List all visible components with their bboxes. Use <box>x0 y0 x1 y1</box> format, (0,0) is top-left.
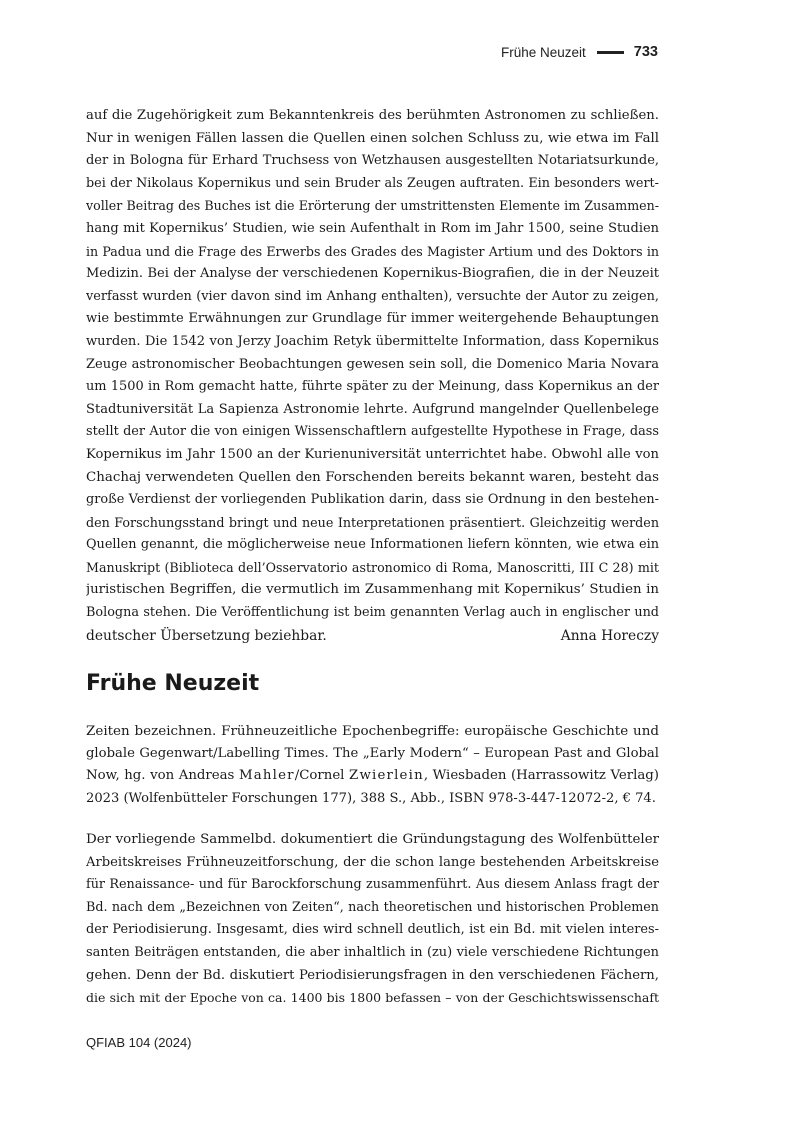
citation-line: globale Gegenwart/Labelling Times. The „Early Modern“ – European Past and Global <box>86 745 659 761</box>
text-line-last <box>86 625 659 648</box>
text-line: Quellen genannt, die möglicherweise neue Informationen liefern könnten, wie etwa ein <box>86 537 659 553</box>
book-citation <box>86 720 659 810</box>
text-line: wurden. Die 1542 von Jerzy Joachim Retyk übermittelte Information, dass Kopernikus <box>86 333 659 349</box>
citation-text: , Wiesbaden (Harrassowitz Verlag) <box>423 768 659 784</box>
text-line: gehen. Denn der Bd. diskutiert Periodisierungsfragen in den verschiedenen Fächern, <box>86 967 659 983</box>
text-line: voller Beitrag des Buches ist die Erörterung der umstrittensten Elemente im Zusammen- <box>86 198 659 214</box>
text-line: der Periodisierung. Insgesamt, dies wird schnell deutlich, ist ein Bd. mit vielen interes- <box>86 922 659 938</box>
editor-name: Mahler <box>238 768 295 784</box>
text-line: die sich mit der Epoche von ca. 1400 bis 1800 befassen – von der Geschichtswissenschaft <box>86 990 659 1006</box>
text-line: Medizin. Bei der Analyse der verschiedenen Kopernikus-Biografien, die in der Neuzeit <box>86 266 659 282</box>
text-line: juristischen Begriffen, die vermutlich im Zusammenhang mit Kopernikus’ Studien in <box>86 582 659 598</box>
text-line: Kopernikus im Jahr 1500 an der Kurienuniversität unterrichtet habe. Obwohl alle von <box>86 446 659 462</box>
text-line: Chachaj verwendeten Quellen den Forschenden bereits bekannt waren, besteht das <box>86 469 659 485</box>
citation-line: Zeiten bezeichnen. Frühneuzeitliche Epochenbegriffe: europäische Geschichte und <box>86 723 659 739</box>
text-line: Manuskript (Biblioteca dell’Osservatorio astronomico di Roma, Manoscritti, III C 28) mit <box>86 559 659 575</box>
text-line: Bologna stehen. Die Veröffentlichung ist beim genannten Verlag auch in englischer und <box>86 605 659 621</box>
review-text-2 <box>86 829 659 1010</box>
citation-line: 2023 (Wolfenbütteler Forschungen 177), 388 S., Abb., ISBN 978-3-447-12072-2, € 74. <box>86 790 656 806</box>
text-line: große Verdienst der vorliegenden Publikation darin, dass sie Ordnung in den bestehen- <box>86 492 659 508</box>
text-line: Arbeitskreises Frühneuzeitforschung, der die schon lange bestehenden Arbeitskreise <box>86 854 659 870</box>
text-line: der in Bologna für Erhard Truchsess von Wetzhausen ausgestellten Notariatsurkunde, <box>86 153 659 169</box>
text-line: auf die Zugehörigkeit zum Bekanntenkreis des berühmten Astronomen zu schließen. <box>86 108 659 123</box>
citation-text: /Cornel <box>294 768 349 784</box>
running-head <box>501 44 658 60</box>
text-line: hang mit Kopernikus’ Studien, wie sein Aufenthalt in Rom im Jahr 1500, seine Studien <box>86 220 659 236</box>
citation-text: Now, hg. von Andreas <box>86 768 239 784</box>
text-line: Stadtuniversität La Sapienza Astronomie lehrte. Aufgrund mangelnder Quellenbelege <box>86 401 659 417</box>
text-line: Bd. nach dem „Bezeichnen von Zeiten“, nach theoretischen und historischen Problemen <box>86 899 659 915</box>
running-head-title: Frühe Neuzeit <box>501 44 586 60</box>
text-line: stellt der Autor die von einigen Wissenschaftlern aufgestellte Hypothese in Frage, dass <box>86 424 659 440</box>
text-line: deutscher Übersetzung beziehbar. <box>86 627 327 644</box>
journal-footer: QFIAB 104 (2024) <box>86 1035 192 1050</box>
review-text-1 <box>86 105 659 647</box>
text-line: den Forschungsstand bringt und neue Interpretationen präsentiert. Gleichzeitig werden <box>86 514 659 530</box>
text-line: für Renaissance- und für Barockforschung zusammenführt. Aus diesem Anlass fragt der <box>86 877 659 893</box>
page-number: 733 <box>633 44 658 60</box>
text-line: verfasst wurden (vier davon sind im Anhang enthalten), versuchte der Autor zu zeigen, <box>86 288 659 304</box>
text-line: Zeuge astronomischer Beobachtungen gewesen sein soll, die Domenico Maria Novara <box>86 356 659 372</box>
text-line: wie bestimmte Erwähnungen zur Grundlage für immer weitergehende Behauptungen <box>86 311 659 327</box>
text-line: santen Beiträgen entstanden, die aber inhaltlich in (zu) viele verschiedene Richtungen <box>86 944 659 960</box>
citation-line <box>86 765 659 788</box>
editor-name: Zwierlein <box>349 768 424 784</box>
text-line: Nur in wenigen Fällen lassen die Quellen einen solchen Schluss zu, wie etwa im Fall <box>86 130 659 146</box>
text-line: um 1500 in Rom gemacht hatte, führte später zu der Meinung, dass Kopernikus an der <box>86 379 659 395</box>
running-head-rule <box>597 51 624 54</box>
text-line: in Padua und die Frage des Erwerbs des Grades des Magister Artium und des Doktors in <box>86 243 659 259</box>
text-line: Der vorliegende Sammelbd. dokumentiert die Gründungstagung des Wolfenbütteler <box>86 832 659 847</box>
section-heading: Frühe Neuzeit <box>86 671 260 696</box>
text-line: bei der Nikolaus Kopernikus und sein Bruder als Zeugen auftraten. Ein besonders wert- <box>86 175 659 191</box>
reviewer-name: Anna Horeczy <box>560 627 659 644</box>
